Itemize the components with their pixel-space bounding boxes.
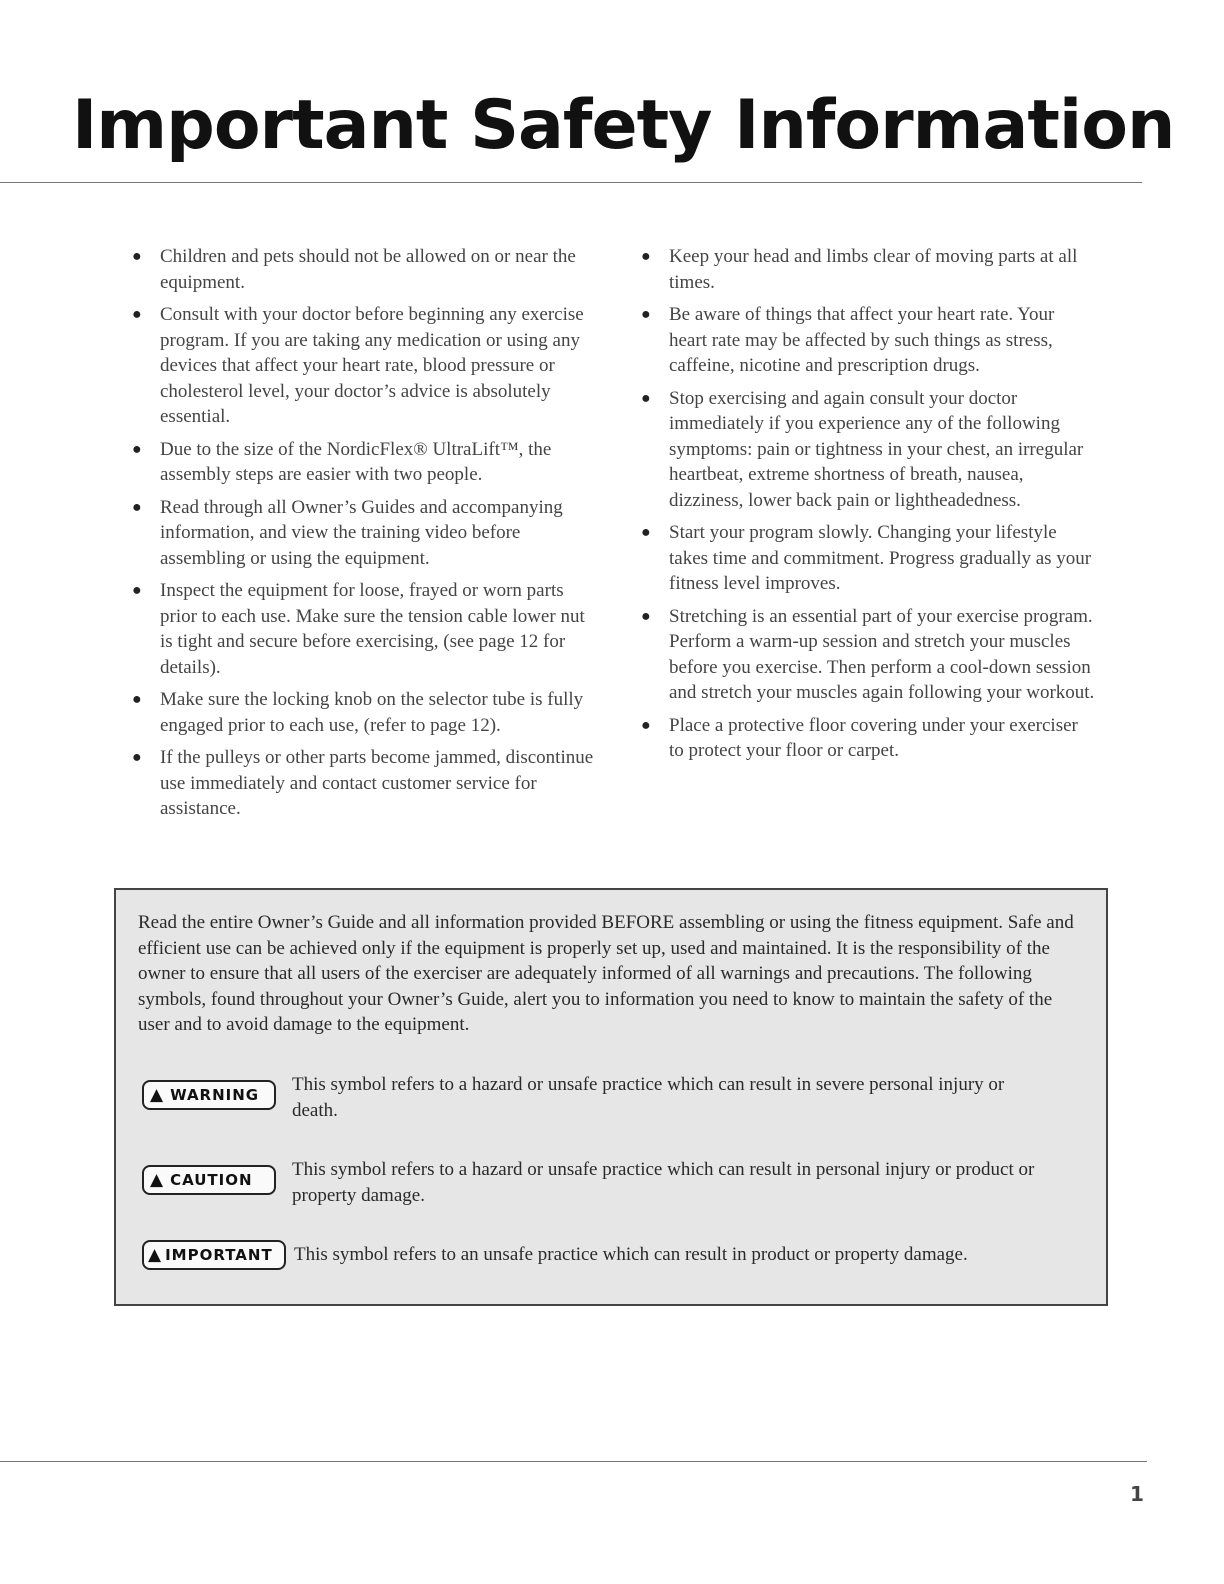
bullet-icon: ● bbox=[132, 248, 142, 265]
bullet-icon: ● bbox=[641, 607, 651, 625]
list-item: ● Inspect the equipment for loose, frayed or worn parts prior to each use. Make sure the tension cable lower nut is tight and secure before exercising, (see page 12 for details). bbox=[132, 580, 585, 678]
list-item: ● Children and pets should not be allowed on or near the equipment. bbox=[132, 246, 576, 293]
safety-list-left bbox=[132, 244, 602, 829]
caution-triangle-icon: ▲ bbox=[150, 1170, 165, 1190]
footer-divider bbox=[0, 1461, 1147, 1462]
list-item: ● Keep your head and limbs clear of moving parts at all times. bbox=[641, 246, 1078, 293]
list-item: ● If the pulleys or other parts become jammed, discontinue use immediately and contact customer service for assistance. bbox=[132, 747, 594, 819]
list-item: ● Be aware of things that affect your heart rate. Your heart rate may be affected by such things as stress, caffeine, nicotine and prescription drugs. bbox=[641, 304, 1055, 376]
list-item: ● Make sure the locking knob on the selector tube is fully engaged prior to each use, (refer to page 12). bbox=[132, 689, 584, 736]
bullet-icon: ● bbox=[132, 582, 142, 599]
caution-description: This symbol refers to a hazard or unsafe practice which can result in personal injury or product or property damage. bbox=[292, 1159, 1035, 1206]
list-item: ● Due to the size of the NordicFlex® UltraLift™, the assembly steps are easier with two people. bbox=[132, 438, 552, 485]
bullet-icon: ● bbox=[132, 306, 142, 323]
warning-triangle-icon: ▲ bbox=[150, 1085, 165, 1105]
page-number: 1 bbox=[1130, 1482, 1144, 1506]
bullet-icon: ● bbox=[641, 524, 651, 541]
bullet-icon: ● bbox=[132, 749, 142, 766]
page-title: Important Safety Information bbox=[72, 86, 1175, 165]
important-triangle-icon: ▲ bbox=[148, 1245, 163, 1265]
bullet-icon: ● bbox=[132, 440, 142, 458]
safety-list-right bbox=[641, 244, 1096, 771]
list-item: ● Stretching is an essential part of your exercise program. Perform a warm-up session and stretch your muscles before you exercise. Then perform a cool-down session and stretch your muscles again following your workout. bbox=[641, 605, 1095, 703]
list-item: ● Consult with your doctor before beginning any exercise program. If you are taking any medication or using any devices that affect your heart rate, blood pressure or cholesterol level, your doctor’s advice is absolutely essential. bbox=[132, 304, 584, 427]
bullet-icon: ● bbox=[641, 248, 651, 265]
important-badge: ▲ IMPORTANT bbox=[142, 1240, 286, 1270]
notice-intro: Read the entire Owner’s Guide and all information provided BEFORE assembling or using the fitness equipment. Safe and efficient use can be achieved only if the equipment is properly set up, used and maintained. It is the responsibility of the owner to ensure that all users of the exerciser are adequately informed of all warnings and precautions. The following symbols, found throughout your Owner’s Guide, alert you to information you need to know to maintain the safety of the user and to avoid damage to the equipment. bbox=[138, 912, 1074, 1035]
bullet-icon: ● bbox=[641, 716, 651, 734]
bullet-icon: ● bbox=[132, 691, 142, 708]
bullet-icon: ● bbox=[641, 306, 651, 323]
list-item: ● Start your program slowly. Changing your lifestyle takes time and commitment. Progress gradually as your fitness level improves. bbox=[641, 522, 1092, 594]
list-item: ● Stop exercising and again consult your doctor immediately if you experience any of the following symptoms: pain or tightness in your chest, an irregular heartbeat, extreme shortness of breath, nausea, dizziness, lower back pain or lightheadedness. bbox=[641, 387, 1084, 511]
important-description: This symbol refers to an unsafe practice which can result in product or property damage. bbox=[294, 1244, 968, 1265]
bullet-icon: ● bbox=[641, 389, 651, 407]
title-divider bbox=[0, 182, 1142, 183]
bullet-icon: ● bbox=[132, 498, 142, 516]
safety-notice-box bbox=[114, 888, 1108, 1306]
warning-badge: ▲ WARNING bbox=[142, 1080, 276, 1110]
list-item: ● Place a protective floor covering under your exerciser to protect your floor or carpet. bbox=[641, 714, 1078, 761]
warning-description: This symbol refers to a hazard or unsafe practice which can result in severe personal injury or death. bbox=[292, 1074, 1005, 1121]
list-item: ● Read through all Owner’s Guides and accompanying information, and view the training video before assembling or using the equipment. bbox=[132, 496, 563, 569]
caution-badge: ▲ CAUTION bbox=[142, 1165, 276, 1195]
